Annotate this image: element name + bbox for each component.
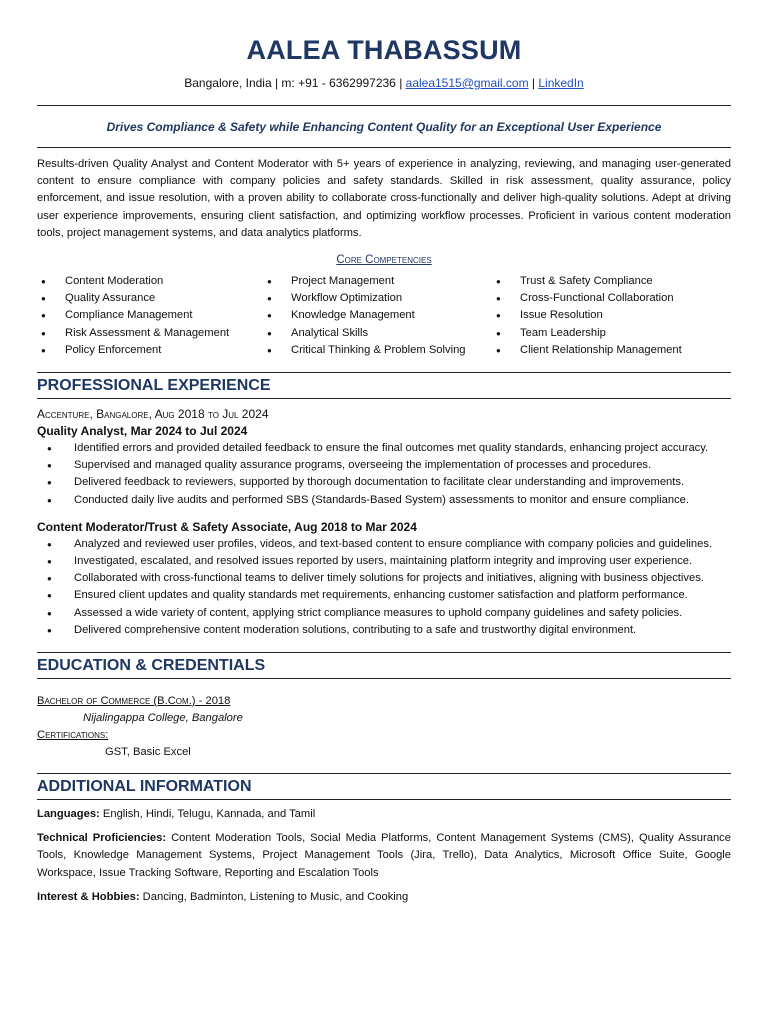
college: Nijalingappa College, Bangalore: [83, 712, 243, 725]
linkedin-link[interactable]: LinkedIn: [538, 76, 584, 90]
competency-item: ● Cross-Functional Collaboration: [492, 290, 731, 307]
education-heading: EDUCATION & CREDENTIALS: [37, 652, 731, 679]
languages-value: English, Hindi, Telugu, Kannada, and Tamil: [99, 808, 316, 821]
competency-item: ● Team Leadership: [492, 325, 731, 342]
job-title: Content Moderator/Trust & Safety Associate, Aug 2018 to Mar 2024: [37, 519, 417, 534]
competency-column: [492, 273, 731, 359]
core-competencies-grid: [37, 273, 731, 359]
competency-column: [37, 273, 263, 359]
core-competencies-title: Core Competencies: [336, 254, 432, 267]
job-title: Quality Analyst, Mar 2024 to Jul 2024: [37, 424, 248, 439]
technical-proficiencies: [37, 830, 731, 882]
competency-item: ● Knowledge Management: [263, 307, 492, 324]
competency-item: ● Project Management: [263, 273, 492, 290]
contact-line: [37, 74, 731, 92]
responsibility-item: ● Supervised and managed quality assurance programs, overseeing the implementation of processes and procedures.: [37, 457, 731, 474]
contact-details: Bangalore, India | m: +91 - 6362997236 |: [184, 76, 406, 90]
tagline: Drives Compliance & Safety while Enhancing Content Quality for an Exceptional User Experience: [106, 120, 662, 134]
competency-item: ● Issue Resolution: [492, 307, 731, 324]
email-link[interactable]: aalea1515@gmail.com: [405, 76, 529, 90]
competency-item: ● Content Moderation: [37, 273, 263, 290]
certifications: GST, Basic Excel: [105, 746, 191, 759]
competency-column: [263, 273, 492, 359]
divider: [37, 147, 731, 148]
competency-item: ● Critical Thinking & Problem Solving: [263, 342, 492, 359]
competency-item: ● Client Relationship Management: [492, 342, 731, 359]
languages-label: Languages:: [37, 808, 100, 821]
spacer: [37, 509, 731, 519]
responsibility-item: ● Delivered comprehensive content moderation solutions, contributing to a safe and trustworthy digital environment.: [37, 622, 731, 639]
hobbies-value: Dancing, Badminton, Listening to Music, and Cooking: [139, 890, 409, 903]
degree: Bachelor of Commerce (B.Com.) - 2018: [37, 695, 231, 708]
competency-item: ● Workflow Optimization: [263, 290, 492, 307]
company-line: Accenture, Bangalore, Aug 2018 to Jul 2024: [37, 407, 269, 422]
certifications-label: Certifications:: [37, 729, 109, 742]
contact-separator: |: [528, 76, 539, 90]
experience-heading: PROFESSIONAL EXPERIENCE: [37, 372, 731, 399]
competency-item: ● Policy Enforcement: [37, 342, 263, 359]
competency-item: ● Risk Assessment & Management: [37, 325, 263, 342]
hobbies-label: Interest & Hobbies:: [37, 890, 140, 903]
professional-summary: Results-driven Quality Analyst and Content Moderator with 5+ years of experience in analyzing, reviewing, and managing user-generated content to ensure compliance with company policies and safety standards. Skilled in risk assessment, quality assurance, policy enforcement, and issue resolution, with a proven ability to collaborate cross-functionally and deliver high-quality solutions. Adept at driving user experience improvements, ensuring client satisfaction, and optimizing workflow processes. Proficient in various content moderation tools, project management systems, and data analytics platforms.: [37, 158, 731, 239]
languages: [37, 806, 731, 823]
responsibility-item: ● Ensured client updates and quality standards met requirements, enhancing customer satisfaction and platform performance.: [37, 587, 731, 604]
responsibility-item: ● Assessed a wide variety of content, applying strict compliance measures to uphold company guidelines and safety policies.: [37, 605, 731, 622]
interests-hobbies: [37, 889, 731, 906]
responsibility-item: ● Conducted daily live audits and performed SBS (Standards-Based System) assessments to monitor and ensure compliance.: [37, 492, 731, 509]
candidate-name: AALEA THABASSUM: [246, 35, 522, 65]
responsibility-list: [37, 440, 731, 509]
responsibility-item: ● Delivered feedback to reviewers, supported by thorough documentation to facilitate clear understanding and improvements.: [37, 474, 731, 491]
responsibility-list: [37, 536, 731, 639]
competency-item: ● Compliance Management: [37, 307, 263, 324]
additional-info-heading: ADDITIONAL INFORMATION: [37, 773, 731, 800]
responsibility-item: ● Analyzed and reviewed user profiles, videos, and text-based content to ensure compliance with company policies and guidelines.: [37, 536, 731, 553]
competency-item: ● Quality Assurance: [37, 290, 263, 307]
competency-item: ● Analytical Skills: [263, 325, 492, 342]
responsibility-item: ● Identified errors and provided detailed feedback to ensure the final outcomes met quality standards, enhancing project accuracy.: [37, 440, 731, 457]
tech-label: Technical Proficiencies:: [37, 832, 167, 845]
competency-item: ● Trust & Safety Compliance: [492, 273, 731, 290]
responsibility-item: ● Investigated, escalated, and resolved issues reported by users, maintaining platform integrity and improving user experience.: [37, 553, 731, 570]
responsibility-item: ● Collaborated with cross-functional teams to deliver timely solutions for projects and initiatives, aligning with business objectives.: [37, 570, 731, 587]
tech-value: Content Moderation Tools, Social Media Platforms, Content Management Systems (CMS), Quality Assurance Tools, Knowledge Management Systems, Project Management Tools (Jira, Trello), Data Analytics, Microsoft Office Suite, Google Workspace, Issue Tracking Software, Reporting and Escalation Tools: [37, 832, 731, 879]
